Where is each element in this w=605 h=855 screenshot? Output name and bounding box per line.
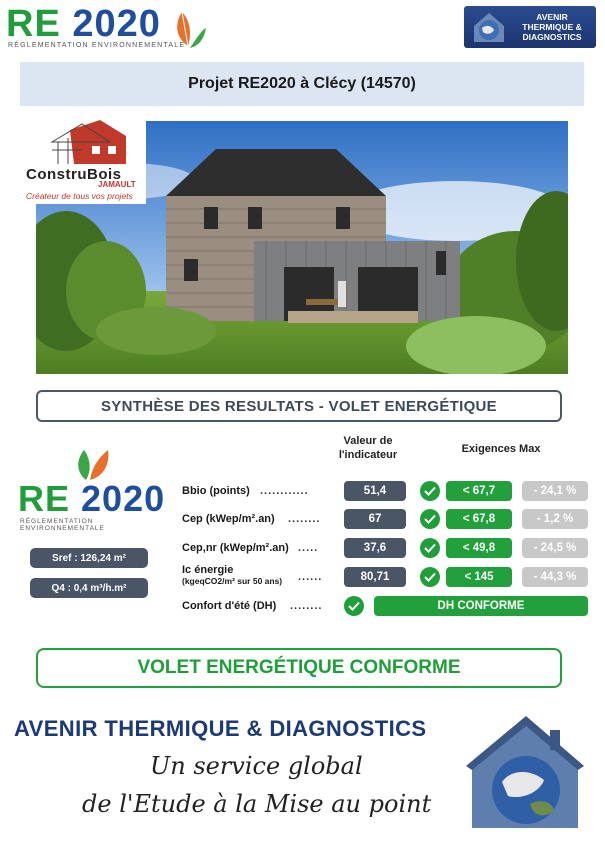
construbois-name: ConstruBois — [26, 166, 122, 183]
re-side-logo-subtitle: RÉGLEMENTATION ENVIRONNEMENTALE — [20, 518, 105, 532]
cepnr-requirement: < 49,8 — [446, 538, 512, 558]
cepnr-label: Cep,nr (kWep/m².an) — [182, 542, 289, 554]
re2020-logo — [6, 4, 206, 54]
footer-slogan-line1: Un service global — [150, 752, 363, 780]
re-logo-subtitle: RÉGLEMENTATION ENVIRONNEMENTALE — [8, 42, 186, 49]
cepnr-gap: - 24,5 % — [522, 538, 588, 558]
ic-energie-dots: ...... — [298, 571, 323, 583]
house-frame-icon — [22, 120, 146, 168]
footer-title: AVENIR THERMIQUE & DIAGNOSTICS — [14, 716, 427, 741]
re-side-logo-year: 2020 — [81, 478, 166, 519]
bbio-label: Bbio (points) — [182, 485, 250, 497]
bbio-dots: ............ — [260, 485, 309, 497]
re2020-side-logo — [18, 446, 168, 532]
check-icon — [420, 567, 440, 587]
re-side-logo-text: RE — [18, 478, 71, 519]
construbois-suffix: JAMAULT — [98, 180, 136, 189]
construbois-logo — [22, 120, 146, 204]
construbois-tagline: Créateur de tous vos projets — [26, 191, 133, 201]
project-title: Projet RE2020 à Clécy (14570) — [20, 62, 584, 106]
leaves-icon — [72, 446, 112, 482]
comfort-label: Confort d'été (DH) — [182, 600, 277, 612]
q4-badge: Q4 : 0,4 m³/h.m² — [30, 578, 148, 598]
re-logo-text: RE — [6, 3, 61, 45]
ic-energie-gap: - 44,3 % — [522, 567, 588, 587]
check-icon — [420, 481, 440, 501]
ic-energie-label-text: Ic énergie — [182, 564, 234, 576]
ic-energie-value: 80,71 — [344, 567, 406, 587]
cep-gap: - 1,2 % — [522, 509, 588, 529]
indicator-column-header: Valeur de l'indicateur — [338, 435, 398, 461]
requirement-column-header: Exigences Max — [461, 443, 541, 455]
conclusion-banner: VOLET ENERGÉTIQUE CONFORME — [36, 648, 562, 688]
cep-value: 67 — [344, 509, 406, 529]
sref-badge: Sref : 126,24 m² — [30, 548, 148, 568]
atd-badge — [464, 6, 596, 48]
bbio-gap: - 24,1 % — [522, 481, 588, 501]
cep-dots: ........ — [288, 513, 321, 525]
check-icon — [420, 538, 440, 558]
cepnr-value: 37,6 — [344, 538, 406, 558]
re-logo-year: 2020 — [72, 3, 161, 45]
comfort-status: DH CONFORME — [374, 596, 588, 616]
footer-slogan-line2: de l'Etude à la Mise au point — [82, 790, 432, 818]
bbio-requirement: < 67,7 — [446, 481, 512, 501]
cep-requirement: < 67,8 — [446, 509, 512, 529]
comfort-dots: ........ — [290, 600, 323, 612]
check-icon — [344, 596, 364, 616]
cepnr-dots: ..... — [298, 542, 319, 554]
section-title: SYNTHÈSE DES RESULTATS - VOLET ENERGÉTIQUE — [36, 390, 562, 422]
cep-label: Cep (kWep/m².an) — [182, 513, 275, 525]
bbio-value: 51,4 — [344, 481, 406, 501]
check-icon — [420, 509, 440, 529]
ic-energie-requirement: < 145 — [446, 567, 512, 587]
leaves-icon — [168, 6, 208, 50]
globe-house-icon — [470, 10, 508, 44]
atd-badge-text: AVENIR THERMIQUE & DIAGNOSTICS — [522, 12, 582, 42]
globe-house-icon — [462, 712, 588, 832]
ic-energie-unit: (kgeqCO2/m² sur 50 ans) — [182, 576, 283, 586]
ic-energie-label — [182, 564, 282, 586]
